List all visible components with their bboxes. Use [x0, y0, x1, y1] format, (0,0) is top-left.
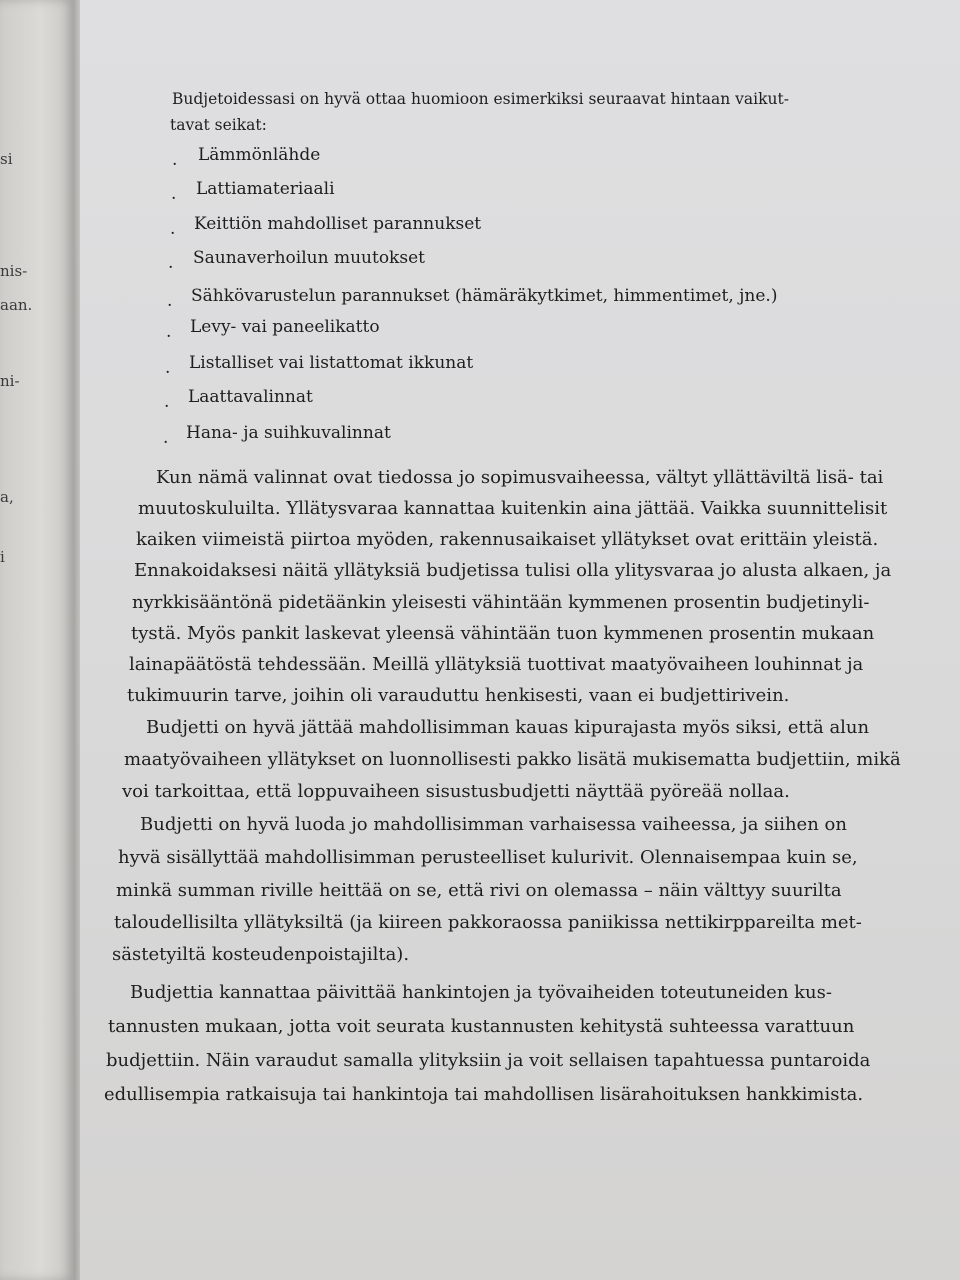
book-page: [80, 0, 960, 1280]
paragraph-line: Kun nämä valinnat ovat tiedossa jo sopimusvaiheessa, vältyt yllättäviltä lisä- tai: [156, 467, 884, 488]
paragraph-line: lainapäätöstä tehdessään. Meillä yllätyksiä tuottivat maatyövaiheen louhinnat ja: [129, 654, 864, 675]
paragraph-line: maatyövaiheen yllätykset on luonnollisesti pakko lisätä mukisematta budjettiin, mikä: [124, 749, 901, 770]
paragraph-line: nyrkkisääntönä pidetäänkin yleisesti vähintään kymmenen prosentin budjetinyli-: [132, 592, 870, 613]
paragraph-line: Ennakoidaksesi näitä yllätyksiä budjetissa tulisi olla ylitysvaraa jo alusta alkaen, ja: [134, 560, 892, 581]
paragraph-line: tukimuurin tarve, joihin oli varauduttu henkisesti, vaan ei budjettirivein.: [127, 685, 790, 706]
bullet-item: Lämmönlähde: [198, 145, 321, 165]
bullet-marker: .: [167, 291, 173, 311]
bullet-item: Sähkövarustelun parannukset (hämäräkytkimet, himmentimet, jne.): [191, 286, 778, 306]
paragraph-line: Budjettia kannattaa päivittää hankintojen ja työvaiheiden toteutuneiden kus-: [130, 982, 832, 1003]
bullet-item: Levy- vai paneelikatto: [190, 317, 380, 337]
left-page-fragment: si: [0, 150, 13, 168]
paragraph-line: muutoskuluilta. Yllätysvaraa kannattaa kuitenkin aina jättää. Vaikka suunnittelisit: [138, 498, 888, 519]
left-page-fragment: nis-: [0, 262, 28, 280]
left-page-fragment: i: [0, 548, 5, 566]
bullet-marker: .: [168, 253, 174, 273]
paragraph-line: Budjetti on hyvä luoda jo mahdollisimman varhaisessa vaiheessa, ja siihen on: [140, 814, 847, 835]
intro-line: Budjetoidessasi on hyvä ottaa huomioon esimerkiksi seuraavat hintaan vaikut-: [172, 90, 789, 108]
left-page-edge: [0, 0, 74, 1280]
paragraph-line: edullisempia ratkaisuja tai hankintoja tai mahdollisen lisärahoituksen hankkimista.: [104, 1084, 864, 1105]
paragraph-line: kaiken viimeistä piirtoa myöden, rakennusaikaiset yllätykset ovat erittäin yleistä.: [136, 529, 879, 550]
paragraph-line: minkä summan riville heittää on se, että rivi on olemassa – näin välttyy suurilta: [116, 880, 842, 901]
bullet-marker: .: [172, 150, 178, 170]
paragraph-line: hyvä sisällyttää mahdollisimman perusteelliset kulurivit. Olennaisempaa kuin se,: [118, 847, 858, 868]
left-page-fragment: aan.: [0, 296, 33, 314]
bullet-marker: .: [164, 392, 170, 412]
bullet-marker: .: [163, 428, 169, 448]
bullet-marker: .: [171, 184, 177, 204]
bullet-marker: .: [170, 219, 176, 239]
paragraph-line: sästetyiltä kosteudenpoistajilta).: [112, 944, 410, 965]
bullet-item: Laattavalinnat: [188, 387, 313, 407]
paragraph-line: tannusten mukaan, jotta voit seurata kustannusten kehitystä suhteessa varattuun: [108, 1016, 855, 1037]
bullet-item: Lattiamateriaali: [196, 179, 335, 199]
intro-line: tavat seikat:: [170, 116, 267, 134]
paragraph-line: taloudellisilta yllätyksiltä (ja kiireen pakkoraossa paniikissa nettikirppareilta met-: [114, 912, 862, 933]
bullet-marker: .: [165, 358, 171, 378]
paragraph-line: Budjetti on hyvä jättää mahdollisimman kauas kipurajasta myös siksi, että alun: [146, 717, 870, 738]
bullet-item: Listalliset vai listattomat ikkunat: [189, 353, 474, 373]
bullet-marker: .: [166, 322, 172, 342]
paragraph-line: budjettiin. Näin varaudut samalla ylityksiin ja voit sellaisen tapahtuessa puntaroida: [106, 1050, 871, 1071]
paragraph-line: tystä. Myös pankit laskevat yleensä vähintään tuon kymmenen prosentin mukaan: [131, 623, 875, 644]
paragraph-line: voi tarkoittaa, että loppuvaiheen sisustusbudjetti näyttää pyöreää nollaa.: [122, 781, 790, 802]
bullet-item: Keittiön mahdolliset parannukset: [194, 214, 482, 234]
left-page-fragment: a,: [0, 488, 14, 506]
bullet-item: Saunaverhoilun muutokset: [193, 248, 425, 268]
left-page-fragment: ni-: [0, 372, 20, 390]
bullet-item: Hana- ja suihkuvalinnat: [186, 423, 391, 443]
